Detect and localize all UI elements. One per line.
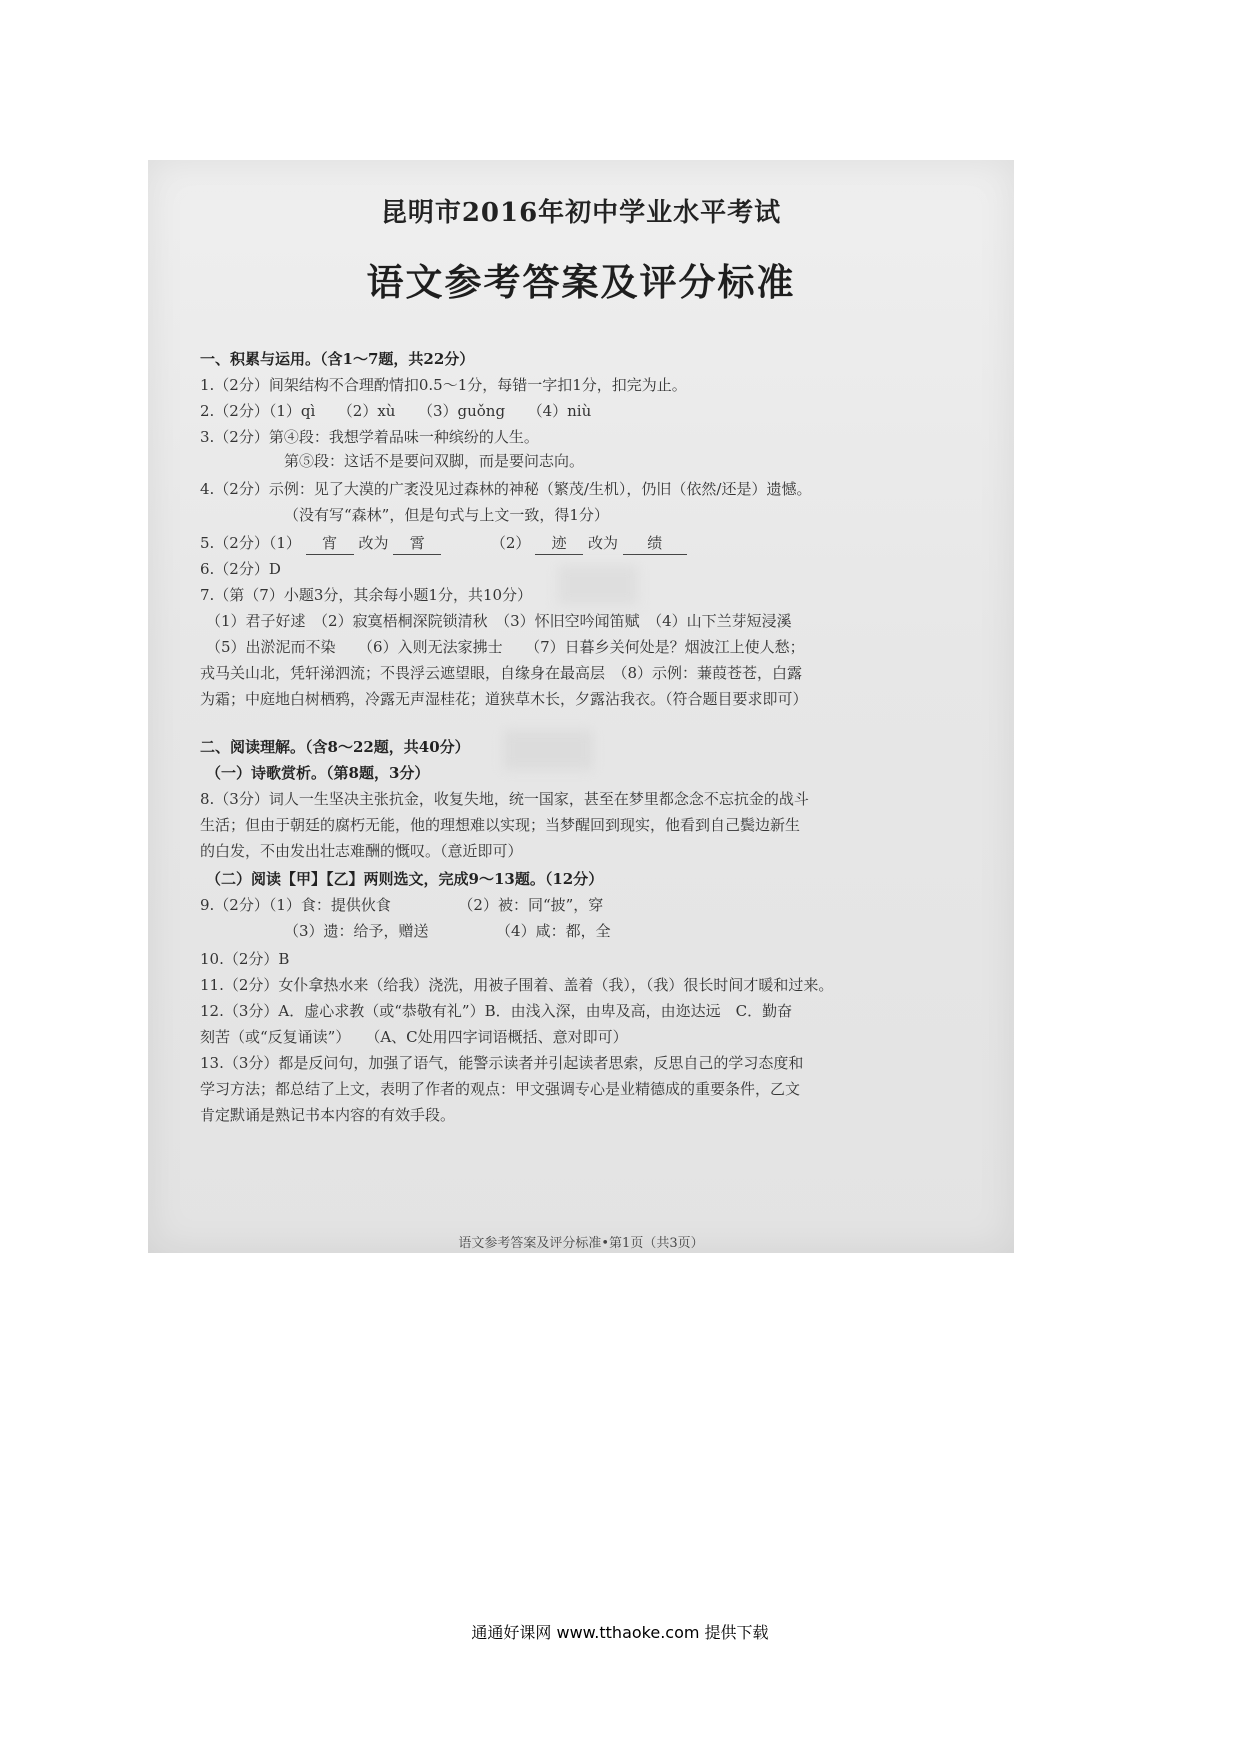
scan-page-footer: 语文参考答案及评分标准•第1页（共3页） [458,1236,704,1251]
answer-line [200,532,687,555]
exam-title: 昆明市2016年初中学业水平考试 [380,198,782,228]
answer-line: 10.（2分）B [200,950,290,968]
wrong-character: 迹 [535,532,583,555]
answer-text: （2） [490,534,531,552]
section-heading: 一、积累与运用。（含1～7题，共22分） [200,350,475,368]
document-title: 语文参考答案及评分标准 [366,260,796,304]
answer-line: （1）君子好逑 （2）寂寞梧桐深院锁清秋 （3）怀旧空吟闻笛赋 （4）山下兰芽短浸溪 [206,612,792,630]
subsection-heading: （一）诗歌赏析。（第8题，3分） [206,764,430,782]
answer-line: 12.（3分）A．虚心求教（或“恭敬有礼”）B．由浅入深，由卑及高，由迩达远 C．勤奋 [200,1002,793,1020]
answer-line: 8.（3分）词人一生坚决主张抗金，收复失地，统一国家，甚至在梦里都念念不忘抗金的战斗 [200,790,809,808]
correct-character: 霄 [393,532,441,555]
answer-line: 1.（2分）间架结构不合理酌情扣0.5～1分，每错一字扣1分，扣完为止。 [200,376,687,394]
answer-line: 6.（2分）D [200,560,281,578]
download-credit-footer: 通通好课网 www.tthaoke.com 提供下载 [471,1623,769,1642]
answer-line: （3）遗：给予，赠送 （4）咸：都，全 [284,922,611,940]
answer-text: 5.（2分）（1） [200,534,301,552]
answer-line: 为霜；中庭地白树栖鸦，冷露无声湿桂花；道狭草木长，夕露沾我衣。（符合题目要求即可） [200,690,808,708]
answer-line: 生活；但由于朝廷的腐朽无能，他的理想难以实现；当梦醒回到现实，他看到自己鬓边新生 [200,816,801,834]
subsection-heading: （二）阅读【甲】【乙】两则选文，完成9～13题。（12分） [206,870,604,888]
answer-line: （5）出淤泥而不染 （6）入则无法家拂士 （7）日暮乡关何处是？烟波江上使人愁； [206,638,805,656]
correct-character: 绩 [623,532,687,555]
wrong-character: 宵 [306,532,354,555]
answer-line: 学习方法；都总结了上文，表明了作者的观点：甲文强调专心是业精德成的重要条件，乙文 [200,1080,801,1098]
answer-line: 刻苦（或“反复诵读”） （A、C处用四字词语概括、意对即可） [200,1028,628,1046]
answer-line: 戎马关山北，凭轩涕泗流；不畏浮云遮望眼，自缘身在最高层 （8）示例：蒹葭苍苍，白露 [200,664,803,682]
scanned-page [148,160,1014,1253]
answer-line: 9.（2分）（1）食：提供伙食 （2）被：同“披”，穿 [200,896,604,914]
answer-line: 第⑤段：这话不是要问双脚，而是要问志向。 [284,452,585,470]
answer-line: 11.（2分）女仆拿热水来（给我）浇洗，用被子围着、盖着（我），（我）很长时间才暖和过来。 [200,976,834,994]
answer-line: 2.（2分）（1）qì （2）xù （3）guǒng （4）niù [200,402,592,420]
answer-text: 改为 [358,534,389,552]
answer-line: 13.（3分）都是反问句，加强了语气，能警示读者并引起读者思索，反思自己的学习态度和 [200,1054,804,1072]
answer-line: 7.（第（7）小题3分，其余每小题1分，共10分） [200,586,533,604]
blurred-watermark [503,730,593,770]
answer-line: 4.（2分）示例：见了大漠的广袤没见过森林的神秘（繁茂/生机），仍旧（依然/还是）遗憾。 [200,480,812,498]
section-heading: 二、阅读理解。（含8～22题，共40分） [200,738,470,756]
answer-text: 改为 [587,534,618,552]
answer-line: 肯定默诵是熟记书本内容的有效手段。 [200,1106,456,1124]
answer-line: （没有写“森林”，但是句式与上文一致，得1分） [284,506,609,524]
answer-line: 的白发，不由发出壮志难酬的慨叹。（意近即可） [200,842,523,860]
blurred-watermark [558,565,638,605]
answer-line: 3.（2分）第④段：我想学着品味一种缤纷的人生。 [200,428,539,446]
